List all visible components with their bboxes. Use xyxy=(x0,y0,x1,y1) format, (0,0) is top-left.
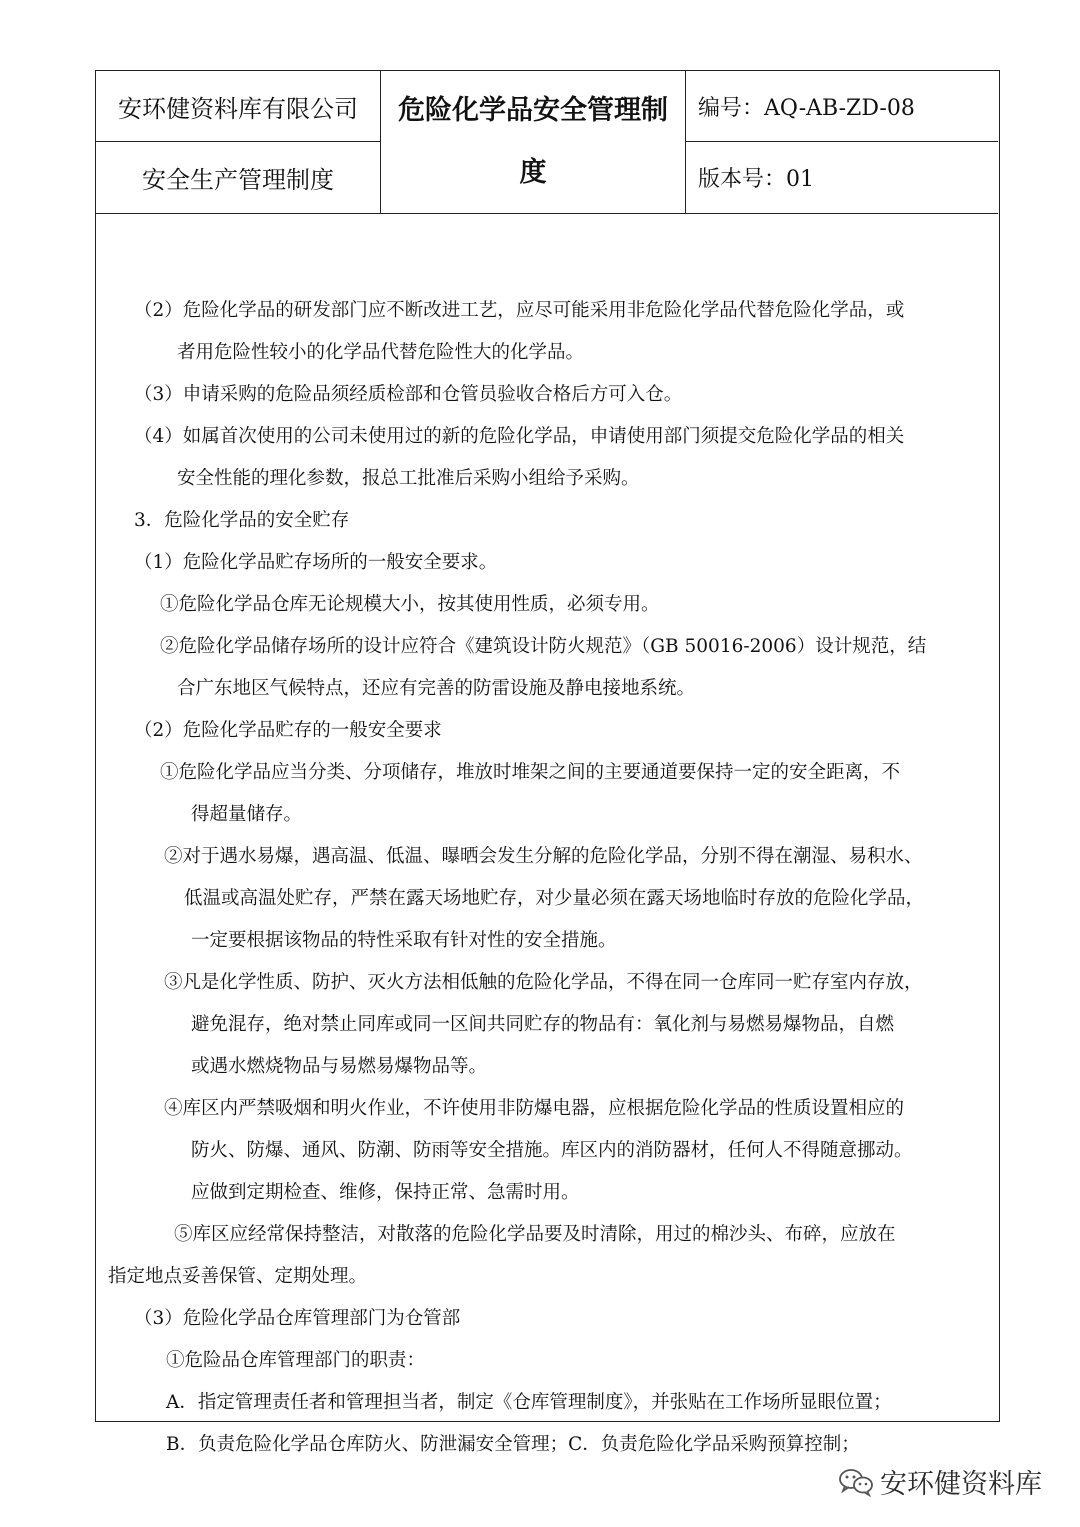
watermark xyxy=(838,1462,1042,1501)
document-title: 危险化学品安全管理制度 xyxy=(381,71,686,213)
text-line: ②危险化学品储存场所的设计应符合《建筑设计防火规范》（GB 50016-2006）设计规范，结 xyxy=(160,636,927,657)
document-type: 安全生产管理制度 xyxy=(96,142,381,213)
text-line: 得超量储存。 xyxy=(191,804,303,825)
text-line: （3）危险化学品仓库管理部门为仓管部 xyxy=(134,1308,461,1329)
text-line: （3）申请采购的危险品须经质检部和仓管员验收合格后方可入仓。 xyxy=(134,384,683,405)
text-line: ③凡是化学性质、防护、灭火方法相低触的危险化学品，不得在同一仓库同一贮存室内存放， xyxy=(164,972,923,993)
text-line: ①危险化学品应当分类、分项储存，堆放时堆架之间的主要通道要保持一定的安全距离，不 xyxy=(160,762,901,783)
text-line: ①危险化学品仓库无论规模大小，按其使用性质，必须专用。 xyxy=(160,594,660,615)
company-name: 安环健资料库有限公司 xyxy=(96,71,381,142)
text-line: （1）危险化学品贮存场所的一般安全要求。 xyxy=(134,552,498,573)
text-line: 低温或高温处贮存，严禁在露天场地贮存，对少量必须在露天场地临时存放的危险化学品， xyxy=(184,888,925,909)
text-line: 防火、防爆、通风、防潮、防雨等安全措施。库区内的消防器材，任何人不得随意挪动。 xyxy=(191,1140,913,1161)
text-line: A．指定管理责任者和管理担当者，制定《仓库管理制度》，并张贴在工作场所显眼位置； xyxy=(166,1392,892,1413)
document-version: 版本号：01 xyxy=(698,167,814,192)
text-line: 安全性能的理化参数，报总工批准后采购小组给予采购。 xyxy=(177,468,640,489)
text-line: （2）危险化学品的研发部门应不断改进工艺，应尽可能采用非危险化学品代替危险化学品，或 xyxy=(134,300,905,321)
watermark-text: 安环健资料库 xyxy=(880,1469,1042,1500)
text-line: ④库区内严禁吸烟和明火作业，不许使用非防爆电器，应根据危险化学品的性质设置相应的 xyxy=(164,1098,905,1119)
text-line: ①危险品仓库管理部门的职责： xyxy=(166,1350,426,1371)
text-line: B．负责危险化学品仓库防火、防泄漏安全管理；C．负责危险化学品采购预算控制； xyxy=(166,1434,860,1455)
wechat-icon xyxy=(838,1467,874,1497)
document-frame xyxy=(95,70,1000,1455)
text-line: （4）如属首次使用的公司未使用过的新的危险化学品，申请使用部门须提交危险化学品的相关 xyxy=(134,426,905,447)
document-header-table xyxy=(96,71,998,214)
text-line: 者用危险性较小的化学品代替危险性大的化学品。 xyxy=(177,342,585,363)
text-line: 合广东地区气候特点，还应有完善的防雷设施及静电接地系统。 xyxy=(177,678,696,699)
text-line: 或遇水燃烧物品与易燃易爆物品等。 xyxy=(191,1056,488,1077)
text-line: 避免混存，绝对禁止同库或同一区间共同贮存的物品有：氧化剂与易燃易爆物品，自燃 xyxy=(191,1014,895,1035)
section-heading: 3．危险化学品的安全贮存 xyxy=(134,510,350,531)
text-line: 一定要根据该物品的特性采取有针对性的安全措施。 xyxy=(191,930,617,951)
text-line: （2）危险化学品贮存的一般安全要求 xyxy=(134,720,442,741)
text-line: 应做到定期检查、维修，保持正常、急需时用。 xyxy=(191,1182,580,1203)
text-line: 指定地点妥善保管、定期处理。 xyxy=(108,1266,368,1287)
text-line: ⑤库区应经常保持整洁，对散落的危险化学品要及时清除，用过的棉沙头、布碎，应放在 xyxy=(174,1224,896,1245)
document-code: 编号：AQ-AB-ZD-08 xyxy=(686,71,998,142)
text-line: ②对于遇水易爆，遇高温、低温、曝晒会发生分解的危险化学品，分别不得在潮湿、易积水、 xyxy=(164,846,923,867)
